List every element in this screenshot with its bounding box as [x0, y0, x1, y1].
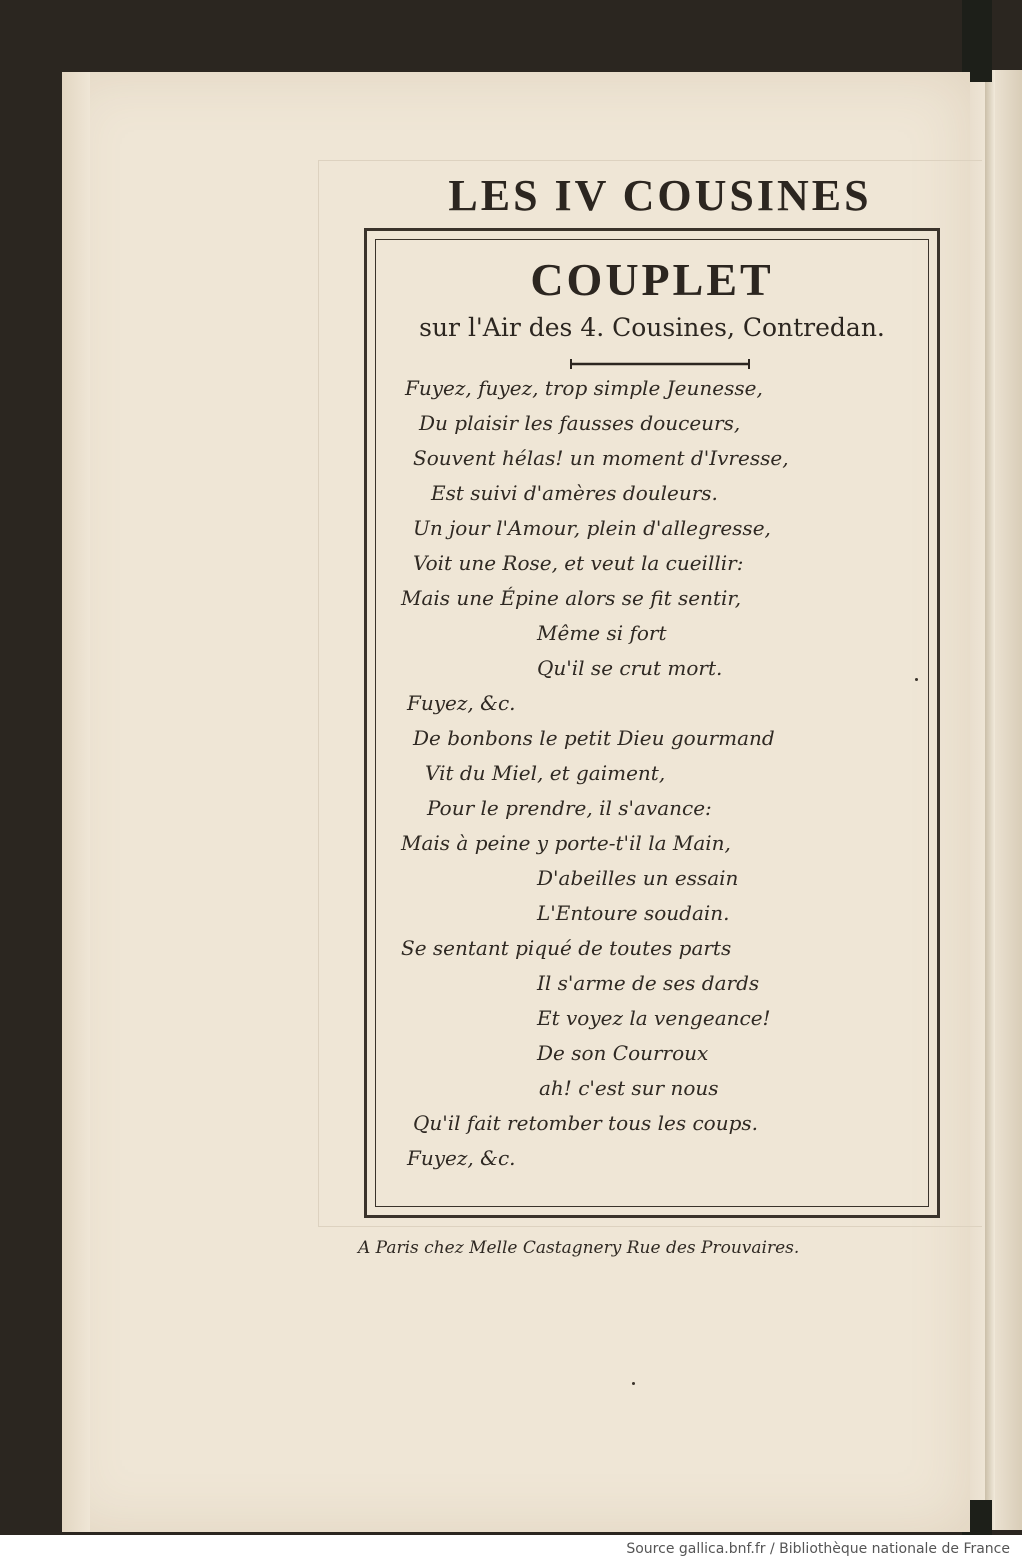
- verse-line: Et voyez la vengeance!: [537, 1006, 771, 1030]
- verse-line: D'abeilles un essain: [537, 866, 739, 890]
- verse-line: Fuyez, &c.: [407, 691, 516, 715]
- verse-line: Pour le prendre, il s'avance:: [427, 796, 712, 820]
- verse-line: De bonbons le petit Dieu gourmand: [413, 726, 775, 750]
- paper-speck: [915, 678, 918, 681]
- air-subheading: sur l'Air des 4. Cousines, Contredan.: [419, 313, 885, 342]
- verse-line: Mais une Épine alors se fit sentir,: [401, 586, 742, 610]
- verse-line: Vit du Miel, et gaiment,: [425, 761, 666, 785]
- adjacent-page-fold: [985, 70, 995, 1530]
- ornamental-rule: [567, 359, 753, 369]
- source-credit: Source gallica.bnf.fr / Bibliothèque nationale de France: [626, 1541, 1010, 1557]
- engraved-frame: [364, 228, 940, 1218]
- verse-line: Un jour l'Amour, plein d'allegresse,: [413, 516, 771, 540]
- paper-speck: [632, 1382, 635, 1385]
- binding-clip-top: [962, 0, 992, 82]
- verse-line: Fuyez, fuyez, trop simple Jeunesse,: [405, 376, 763, 400]
- publisher-imprint: A Paris chez Melle Castagnery Rue des Prouvaires.: [358, 1238, 800, 1258]
- verse-line: Se sentant piqué de toutes parts: [401, 936, 732, 960]
- verse-line: Du plaisir les fausses douceurs,: [419, 411, 741, 435]
- footer-bar: [0, 1535, 1022, 1566]
- verse-line: Mais à peine y porte-t'il la Main,: [401, 831, 731, 855]
- verse-line: Même si fort: [537, 621, 667, 645]
- verse-line: Fuyez, &c.: [407, 1146, 516, 1170]
- verse-line: De son Courroux: [537, 1041, 709, 1065]
- verse-line: L'Entoure soudain.: [537, 901, 730, 925]
- running-title: LES IV COUSINES: [448, 171, 872, 220]
- verse-line: Qu'il se crut mort.: [537, 656, 723, 680]
- verse-line: Voit une Rose, et veut la cueillir:: [413, 551, 744, 575]
- page-gutter: [62, 72, 90, 1532]
- verse-list: [367, 376, 937, 1196]
- verse-line: Est suivi d'amères douleurs.: [431, 481, 718, 505]
- verse-line: ah! c'est sur nous: [539, 1076, 719, 1100]
- verse-line: Qu'il fait retomber tous les coups.: [413, 1111, 759, 1135]
- verse-line: Il s'arme de ses dards: [537, 971, 760, 995]
- couplet-heading: COUPLET: [530, 254, 774, 305]
- verse-line: Souvent hélas! un moment d'Ivresse,: [413, 446, 789, 470]
